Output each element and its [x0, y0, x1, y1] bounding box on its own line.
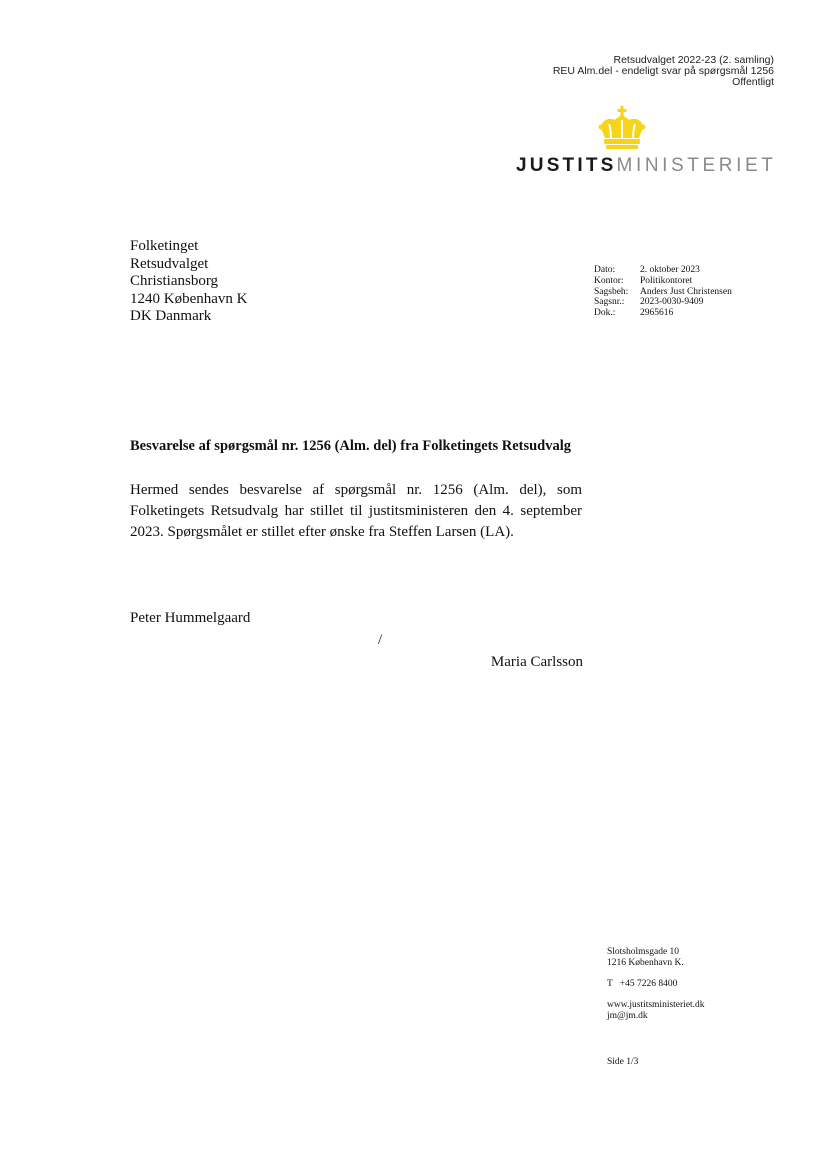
meta-value: Anders Just Christensen: [640, 286, 732, 297]
meta-label: Kontor:: [594, 275, 624, 286]
classification-label: Offentligt: [732, 76, 774, 88]
page-number: Side 1/3: [607, 1057, 639, 1067]
address-line: Folketinget: [130, 238, 199, 254]
address-line: 1240 København K: [130, 290, 248, 307]
ministry-contact: [607, 947, 705, 1022]
signature-separator: /: [378, 632, 383, 648]
address-line: Christiansborg: [130, 273, 219, 289]
case-metadata: [594, 265, 732, 319]
crown-icon: [597, 106, 647, 150]
ministry-logo: [516, 155, 776, 177]
meta-value: Politikontoret: [640, 275, 693, 286]
meta-value: 2023-0030-9409: [640, 297, 704, 308]
letter-subject: Besvarelse af spørgsmål nr. 1256 (Alm. del) fra Folketingets Retsudvalg: [130, 438, 572, 454]
contact-phone: T +45 7226 8400: [607, 979, 678, 989]
reference-line: Retsudvalget 2022-23 (2. samling): [613, 54, 774, 66]
document-reference: [553, 55, 774, 88]
meta-label: Sagsbeh:: [594, 286, 629, 297]
meta-label: Dok.:: [594, 308, 616, 319]
address-line: DK Danmark: [130, 308, 212, 324]
logo-text-bold: JUSTITS: [516, 155, 617, 176]
meta-value: 2965616: [640, 308, 674, 319]
contact-website: www.justitsministeriet.dk: [607, 1000, 705, 1010]
meta-value: 2. oktober 2023: [640, 265, 700, 275]
signatory-official: Maria Carlsson: [490, 654, 583, 670]
logo-text-light: MINISTERIET: [616, 155, 777, 176]
contact-email: jm@jm.dk: [607, 1011, 648, 1021]
reference-line: REU Alm.del - endeligt svar på spørgsmål 1256: [552, 65, 774, 77]
contact-postcode: 1216 København K.: [607, 958, 684, 968]
recipient-address: [130, 238, 247, 326]
contact-address: Slotsholmsgade 10: [607, 947, 680, 957]
signatory-minister: Peter Hummelgaard: [130, 610, 251, 626]
meta-label: Dato:: [594, 265, 616, 275]
meta-label: Sagsnr.:: [594, 297, 625, 308]
letter-body: Hermed sendes besvarelse af spørgsmål nr. 1256 (Alm. del), som Folketingets Retsudvalg har stillet til justitsministeren den 4. september 2023. Spørgsmålet er stillet efter ønske fra Steffen Larsen (LA).: [130, 482, 582, 540]
address-line: Retsudvalget: [130, 255, 209, 272]
